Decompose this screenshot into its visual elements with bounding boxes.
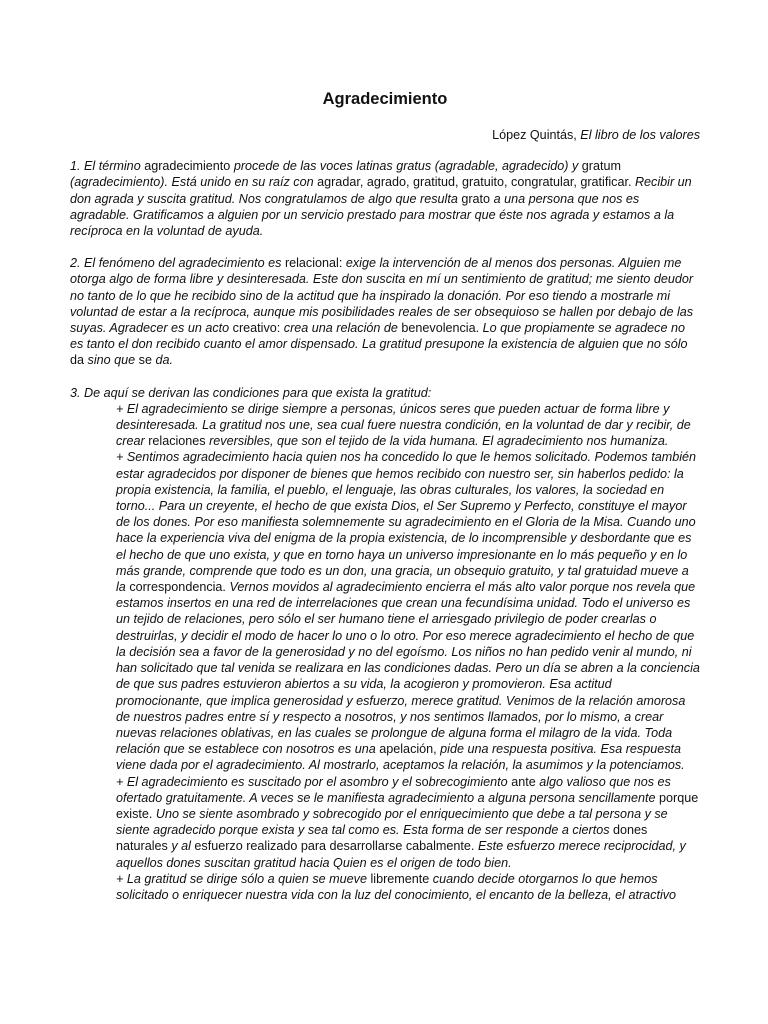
text-run: + El agradecimiento se dirige siempre a personas, únicos seres que pueden actuar de forma libre y desinteresada. La gratitud nos une, sea cual fuere nuestra condición, en la voluntad de dar y recibir, de crear — [116, 401, 691, 449]
text-run: a una persona que nos es agradable. Gratificamos a alguien por un servicio prestado para mostrar que éste nos agrada y estamos a la recíproca en la voluntad de ayuda. — [70, 191, 675, 239]
list-item — [116, 774, 700, 871]
text-run: relaciones — [148, 434, 210, 449]
text-run: benevolencia. — [401, 321, 483, 336]
text-run: Recibir un don agrada y suscita gratitud. Nos congratulamos de algo que resulta — [70, 175, 692, 206]
text-run: pide una respuesta positiva. Esa respuesta viene dada por el agradecimiento. Al mostrarlo, aceptamos la relación, la asumimos y la potenciamos. — [116, 742, 685, 773]
list-item — [116, 401, 700, 450]
text-run: brecogimiento — [428, 774, 512, 789]
document-page — [70, 88, 700, 903]
text-run: relacional: — [284, 256, 346, 271]
text-run: gratum — [581, 159, 621, 174]
list-item — [116, 449, 700, 773]
text-run: so — [415, 774, 429, 789]
book-title: El libro de los valores — [580, 128, 700, 142]
text-run: porque existe. — [116, 790, 699, 821]
text-run: sino que — [87, 353, 139, 368]
text-run: Uno se siente asombrado y sobrecogido por el enriquecimiento que debe a tal persona y se siente agradecido porque exista y sea tal como es. Esta forma de ser responde a ciertos — [116, 806, 668, 838]
text-run: ante — [511, 774, 540, 789]
text-run: exige la intervención de al menos dos personas. Alguien me otorga algo de forma libre y desinteresada. Este don suscita en mí un sentimiento de gratitud; me siento deudor no tanto de lo que he recibido sino de la actitud que ha inspirado la donación. Por eso tiendo a mostrarle mi voluntad de estar a la recíproca, aunque mis posibilidades reales de ser obsequioso se hallen por debajo de las suyas. Agradecer es un acto — [70, 256, 694, 336]
text-run: Lo que propiamente se agradece no es tanto el don recibido cuanto el amor dispensado. La gratitud presupone la existencia de alguien que no sólo — [70, 321, 688, 352]
text-run: (agradecimiento). Está unido en su raíz con — [70, 175, 318, 190]
text-run: Este esfuerzo merece reciprocidad, y aquellos dones suscitan gratitud hacia Quien es el origen de todo bien. — [116, 839, 686, 870]
text-run: correspondencia. — [129, 580, 230, 595]
text-run: da. — [155, 353, 173, 368]
text-run: crea una relación de — [283, 321, 402, 336]
text-run: cuando decide otorgarnos lo que hemos solicitado o enriquecer nuestra vida con la luz del conocimiento, el encanto de la belleza, el atractivo — [116, 871, 677, 902]
text-run: + La gratitud se dirige sólo a quien se mueve — [116, 871, 371, 886]
text-run: libremente — [370, 871, 433, 886]
conditions-list — [70, 401, 700, 903]
text-run: agradar, agrado, gratitud, gratuito, congratular, gratificar. — [317, 175, 635, 190]
document-title: Agradecimiento — [322, 90, 448, 108]
text-run: apelación, — [379, 742, 441, 757]
paragraph-p2 — [70, 255, 700, 368]
author-line — [70, 127, 700, 143]
paragraphs — [70, 158, 700, 401]
text-run: creativo: — [232, 321, 284, 336]
text-run: 2. El fenómeno del agradecimiento es — [70, 256, 285, 271]
paragraph-p1 — [70, 158, 700, 239]
text-run: procede de las voces latinas gratus (agradable, agradecido) y — [233, 159, 582, 174]
text-run: da — [70, 353, 88, 368]
text-run: esfuerzo realizado para desarrollarse cabalmente. — [194, 839, 478, 854]
text-run: + El agradecimiento es suscitado por el asombro y el — [116, 774, 416, 789]
text-run: Vernos movidos al agradecimiento encierra el más alto valor porque nos revela que estamos insertos en una red de interrelaciones que crean una fecundísima unidad. Todo el universo es un tejido de relaciones, pero sólo el ser humano tiene el arriesgado privilegio de poder crearlas o destruirlas, y decidir el modo de hacer lo uno o lo otro. Por eso merece agradecimiento el hecho de que la decisión sea a favor de la generosidad y no del egoísmo. Los niños no han pedido venir al mundo, ni han solicitado que tal venida se realizara en las condiciones dadas. Pero un día se abren a la conciencia de que sus padres estuvieron abiertos a su vida, la acogieron y promovieron. Esa actitud promocionante, que implica generosidad y esfuerzo, merece gratitud. Venimos de la relación amorosa de nuestros padres entre sí y respecto a nosotros, y nos sentimos llamados, por lo mismo, a crear nuevas relaciones oblativas, en las cuales se prolongue de alguna forma el milagro de la vida. Toda relación que se establece con nosotros es una — [116, 580, 700, 757]
author-name: López Quintás, — [492, 128, 581, 142]
text-run: agradecimiento — [144, 159, 234, 174]
text-run: algo valioso que nos es ofertado gratuitamente. A veces se le manifiesta agradecimiento a alguna persona sencillamente — [116, 774, 671, 805]
text-run: y al — [171, 839, 195, 854]
text-run: + Sentimos agradecimiento hacia quien nos ha concedido lo que le hemos solicitado. Podemos también estar agradecidos por disponer de bienes que hemos recibido con nuestro ser, sin haberlos pedido: la propia existencia, la familia, el pueblo, el lenguaje, las obras culturales, los valores, la sociedad en torno... Para un creyente, el hecho de que exista Dios, el Ser Supremo y Perfecto, constituye el mayor de los dones. Por eso manifiesta solemnemente su agradecimiento en el Gloria de la Misa. Cuando uno hace la experiencia viva del enigma de la propia existencia, de lo incomprensible y desbordante que es el hecho de que uno exista, y que en torno haya un universo impresionante en lo más pequeño y en lo más grande, comprende que todo es un don, una gracia, un obsequio gratuito, y tal gratuidad mueve a la — [116, 450, 697, 595]
text-run: reversibles, que son el tejido de la vida humana. El agradecimiento nos humaniza. — [209, 434, 669, 449]
text-run: se — [138, 353, 156, 368]
text-run: 3. De aquí se derivan las condiciones para que exista la gratitud: — [70, 385, 432, 400]
text-run: dones naturales — [116, 823, 648, 854]
paragraph-p3 — [70, 385, 700, 401]
text-run: grato — [461, 191, 494, 206]
text-run: 1. El término — [70, 159, 145, 174]
list-item — [116, 871, 700, 903]
